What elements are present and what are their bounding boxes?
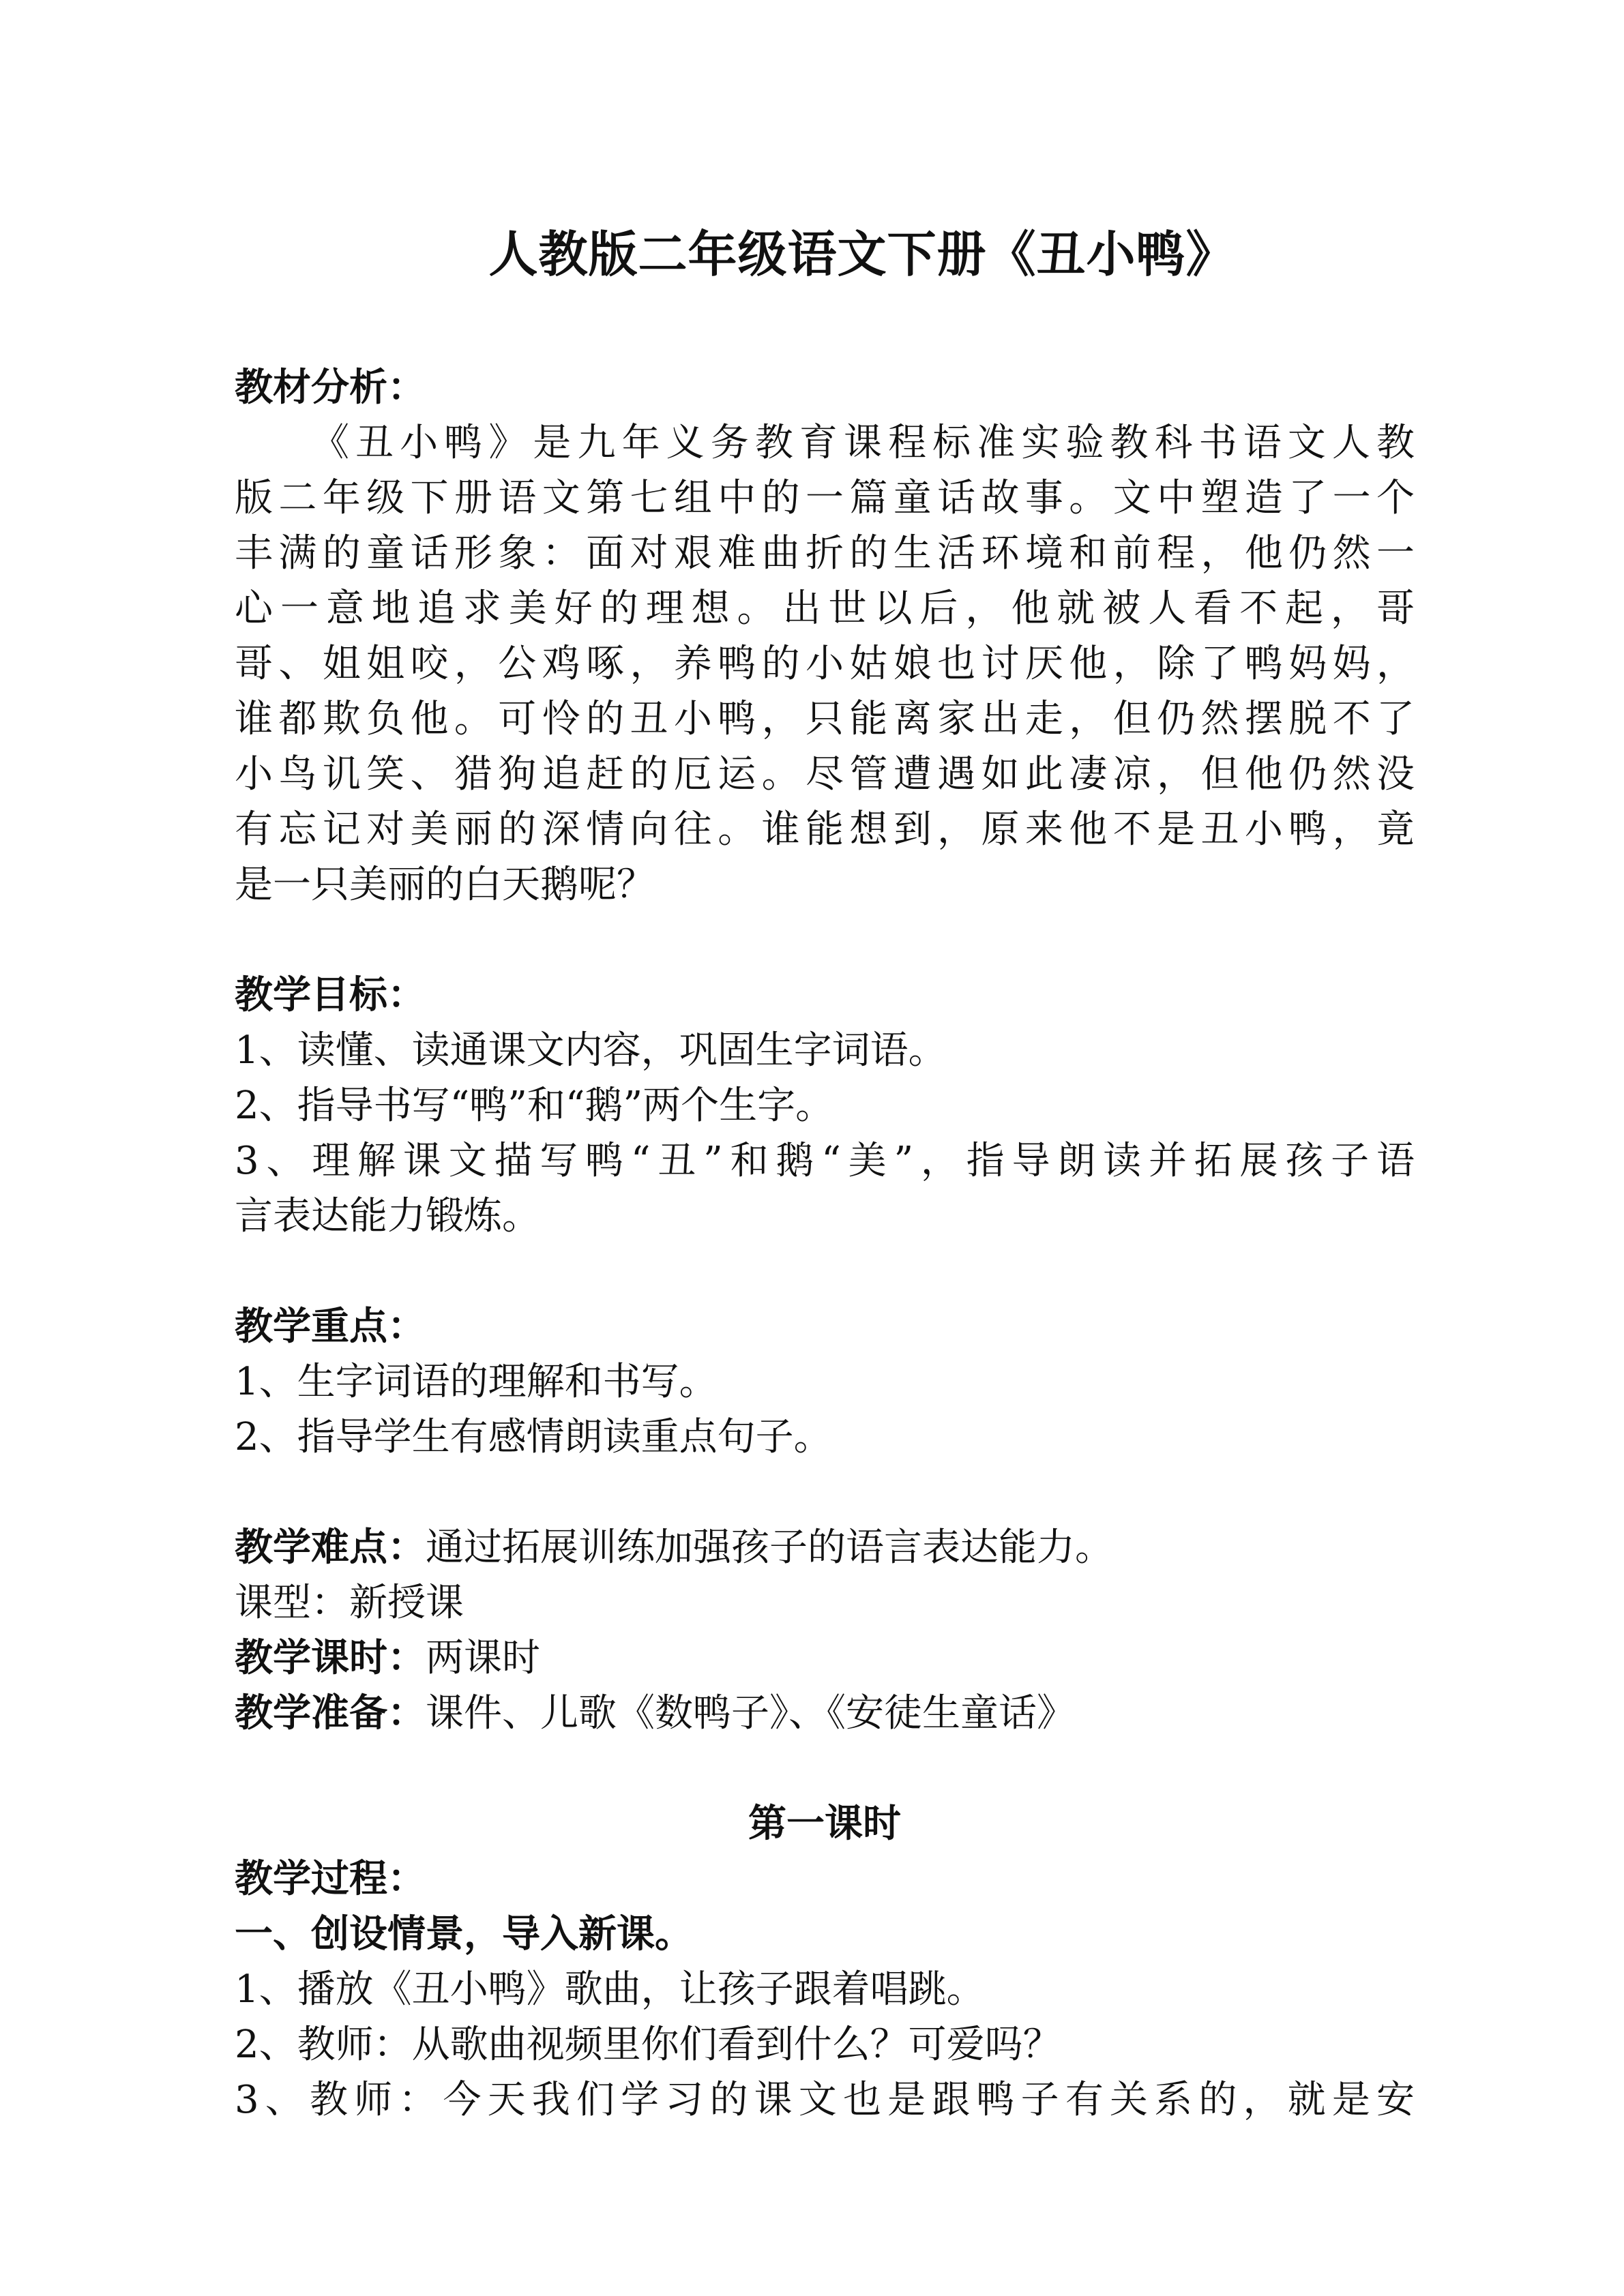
material-analysis-line: 哥、姐姐咬，公鸡啄，养鸭的小姑娘也讨厌他，除了鸭妈妈， [235,642,1415,686]
difficulty-label: 教学难点： [235,1525,426,1570]
material-analysis-heading: 教材分析： [235,365,426,410]
difficulty-row [235,1520,1415,1575]
spacer [235,1244,1415,1299]
material-analysis-line: 小鸟讥笑、猎狗追赶的厄运。尽管遭遇如此凄凉，但他仍然没 [235,752,1415,796]
process-item: 3、教师：今天我们学习的课文也是跟鸭子有关系的，就是安 [235,2078,1415,2122]
material-analysis-line: 《丑小鸭》是九年义务教育课程标准实验教科书语文人教 [311,421,1415,465]
lesson-type-row: 课型：新授课 [235,1581,464,1625]
hours-row [235,1630,1415,1686]
material-analysis-line: 丰满的童话形象：面对艰难曲折的生活环境和前程，他仍然一 [235,531,1415,576]
material-analysis-line: 心一意地追求美好的理想。出世以后，他就被人看不起，哥 [235,586,1415,631]
preparation-text: 课件、儿歌《数鸭子》、《安徒生童话》 [426,1691,1075,1735]
preparation-row [235,1686,1415,1741]
spacer [235,912,1415,968]
process-heading: 教学过程： [235,1856,426,1901]
hours-text: 两课时 [426,1636,540,1680]
process-item: 2、教师：从歌曲视频里你们看到什么？可爱吗？ [235,2023,1061,2067]
first-lesson-title: 第一课时 [748,1801,901,1846]
key-point-item: 1、生字词语的理解和书写。 [235,1360,718,1404]
objective-item: 1、读懂、读通课文内容，巩固生字词语。 [235,1028,947,1073]
objectives-heading: 教学目标： [235,972,426,1017]
section-heading: 一、创设情景，导入新课。 [235,1911,693,1956]
spacer [235,1741,1415,1796]
material-analysis-line: 有忘记对美丽的深情向往。谁能想到，原来他不是丑小鸭，竟 [235,807,1415,852]
document-content [235,217,1415,2128]
spacer [235,1465,1415,1520]
key-points-heading: 教学重点： [235,1304,426,1349]
difficulty-text: 通过拓展训练加强孩子的语言表达能力。 [426,1525,1113,1570]
material-analysis-line: 谁都欺负他。可怜的丑小鸭，只能离家出走，但仍然摆脱不了 [235,697,1415,741]
process-item: 1、播放《丑小鸭》歌曲，让孩子跟着唱跳。 [235,1967,985,2012]
preparation-label: 教学准备： [235,1690,426,1735]
objective-item: 2、指导书写“鸭”和“鹅”两个生字。 [235,1084,834,1128]
objective-item: 3、理解课文描写鸭“丑”和鹅“美”，指导朗读并拓展孩子语 [235,1139,1415,1183]
material-analysis-line: 版二年级下册语文第七组中的一篇童话故事。文中塑造了一个 [235,476,1415,520]
material-analysis-line: 是一只美丽的白天鹅呢？ [235,863,655,907]
document-title: 人教版二年级语文下册《丑小鸭》 [488,225,1236,283]
objective-item: 言表达能力锻炼。 [235,1194,540,1238]
hours-label: 教学课时： [235,1635,426,1680]
key-point-item: 2、指导学生有感情朗读重点句子。 [235,1415,832,1459]
